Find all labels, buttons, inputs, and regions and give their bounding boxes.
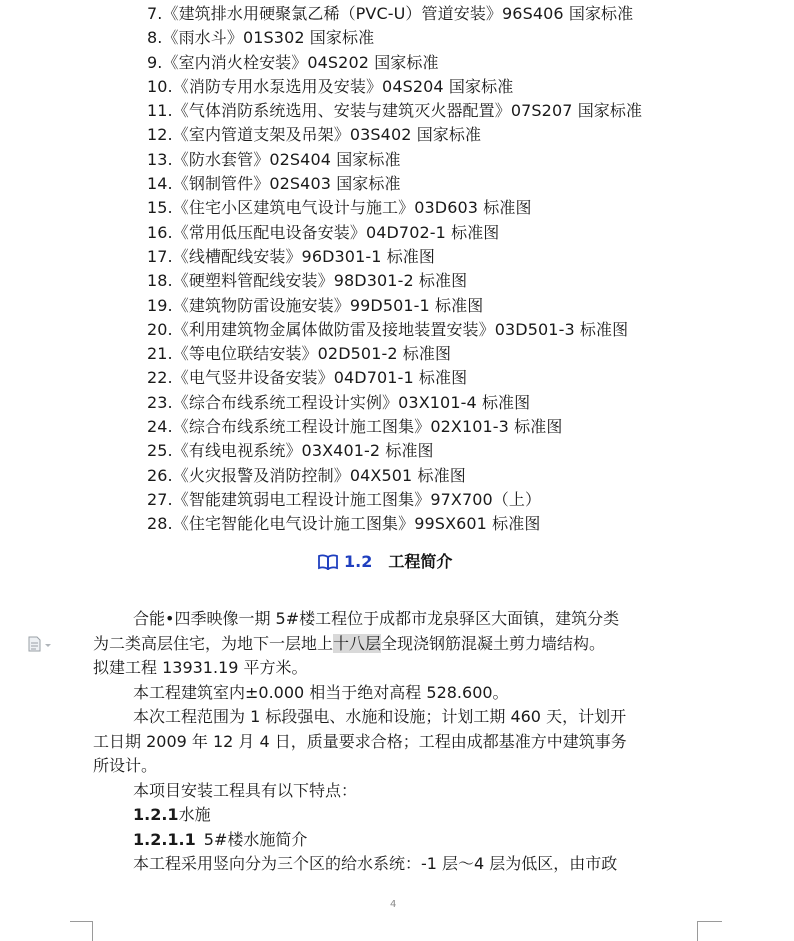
reference-item	[147, 221, 642, 245]
reference-item	[147, 318, 642, 342]
reference-item	[147, 294, 642, 318]
subheading-1-2-1-1	[93, 828, 705, 853]
page-number: 4	[390, 899, 397, 910]
reference-number: 18.	[147, 271, 173, 291]
reference-text: 《火灾报警及消防控制》04X501 标准图	[172, 465, 466, 485]
reference-list	[147, 2, 642, 537]
paragraph-line: 本项目安装工程具有以下特点：	[133, 780, 358, 800]
reference-number: 24.	[147, 417, 173, 437]
reference-number: 20.	[147, 319, 173, 339]
book-icon	[318, 552, 338, 578]
reference-text: 《常用低压配电设备安装》04D702-1 标准图	[172, 222, 500, 242]
document-icon	[26, 635, 60, 653]
reference-item	[147, 172, 642, 196]
subheading-title: 5#楼水施简介	[203, 829, 308, 849]
reference-number: 26.	[147, 465, 173, 485]
reference-text: 《建筑物防雷设施安装》99D501-1 标准图	[172, 295, 484, 315]
reference-item	[147, 123, 642, 147]
reference-number: 7.	[147, 4, 163, 23]
project-overview	[93, 607, 705, 877]
reference-text: 《有线电视系统》03X401-2 标准图	[172, 441, 434, 461]
reference-item	[147, 26, 642, 50]
reference-number: 15.	[147, 198, 173, 218]
section-number: 1.2	[344, 552, 373, 571]
paragraph-line	[93, 632, 705, 657]
reference-number: 10.	[147, 76, 173, 96]
reference-text: 《利用建筑物金属体做防雷及接地装置安装》03D501-3 标准图	[172, 319, 629, 339]
reference-text: 《消防专用水泵选用及安装》04S204 国家标准	[172, 76, 514, 96]
reference-item	[147, 75, 642, 99]
reference-text: 《硬塑料管配线安装》98D301-2 标准图	[172, 271, 468, 291]
subheading-number: 1.2.1	[133, 805, 179, 824]
reference-text: 《住宅智能化电气设计施工图集》99SX601 标准图	[172, 514, 541, 534]
paragraph-line: 所设计。	[93, 756, 158, 775]
reference-number: 19.	[147, 295, 173, 315]
reference-number: 27.	[147, 489, 173, 509]
subheading-1-2-1	[93, 803, 705, 828]
reference-item	[147, 269, 642, 293]
reference-item	[147, 391, 642, 415]
paragraph-line: 工日期 2009 年 12 月 4 日，质量要求合格；工程由成都基准方中建筑事务	[93, 731, 627, 751]
paragraph-line: 拟建工程 13931.19 平方米。	[93, 658, 308, 677]
reference-text: 《钢制管件》02S403 国家标准	[172, 174, 401, 194]
reference-number: 8.	[147, 28, 163, 48]
subheading-title: 水施	[178, 805, 211, 824]
selected-text[interactable]: 十八层	[333, 633, 382, 653]
paragraph-line: 合能•四季映像一期 5#楼工程位于成都市龙泉驿区大面镇，建筑分类	[133, 609, 620, 628]
reference-number: 13.	[147, 149, 173, 169]
reference-item	[147, 512, 642, 536]
reference-item	[147, 51, 642, 75]
reference-number: 22.	[147, 368, 173, 388]
reference-item	[147, 415, 642, 439]
reference-text: 《等电位联结安装》02D501-2 标准图	[172, 344, 452, 364]
paragraph-line: 本工程建筑室内±0.000 相当于绝对高程 528.600。	[133, 682, 509, 702]
reference-text: 《防水套管》02S404 国家标准	[172, 149, 401, 169]
reference-number: 11.	[147, 101, 173, 121]
reference-text: 《综合布线系统工程设计施工图集》02X101-3 标准图	[172, 417, 563, 437]
reference-text: 《雨水斗》01S302 国家标准	[162, 28, 375, 48]
reference-item	[147, 2, 642, 26]
reference-text: 《室内管道支架及吊架》03S402 国家标准	[172, 125, 482, 145]
reference-text: 《室内消火栓安装》04S202 国家标准	[162, 52, 439, 72]
reference-item	[147, 439, 642, 463]
section-heading[interactable]	[318, 549, 452, 575]
reference-item	[147, 342, 642, 366]
reference-text: 《电气竖井设备安装》04D701-1 标准图	[172, 368, 468, 388]
paragraph-line: 本工程采用竖向分为三个区的给水系统：-1 层～4 层为低区，由市政	[133, 854, 618, 873]
paragraph-line: 本次工程范围为 1 标段强电、水施和设施；计划工期 460 天，计划开	[133, 707, 627, 726]
reference-number: 17.	[147, 246, 173, 266]
reference-number: 21.	[147, 344, 173, 364]
text-run: 为二类高层住宅，为地下一层地上	[93, 633, 334, 653]
reference-text: 《综合布线系统工程设计实例》03X101-4 标准图	[172, 392, 531, 412]
reference-item	[147, 99, 642, 123]
reference-text: 《智能建筑弱电工程设计施工图集》97X700（上）	[172, 489, 542, 509]
reference-item	[147, 488, 642, 512]
reference-text: 《住宅小区建筑电气设计与施工》03D603 标准图	[172, 198, 532, 218]
reference-number: 23.	[147, 392, 173, 412]
reference-number: 12.	[147, 125, 173, 145]
reference-item	[147, 245, 642, 269]
subheading-number: 1.2.1.1	[133, 829, 196, 849]
crop-mark-left	[70, 921, 93, 941]
reference-item	[147, 464, 642, 488]
reference-number: 14.	[147, 174, 173, 194]
reference-number: 28.	[147, 514, 173, 534]
section-title: 工程简介	[388, 552, 453, 571]
paragraph-menu[interactable]	[26, 635, 60, 653]
crop-mark-right	[697, 921, 722, 941]
reference-item	[147, 366, 642, 390]
reference-text: 《气体消防系统选用、安装与建筑灭火器配置》07S207 国家标准	[172, 101, 643, 121]
reference-number: 25.	[147, 441, 173, 461]
reference-number: 16.	[147, 222, 173, 242]
reference-item	[147, 148, 642, 172]
reference-text: 《建筑排水用硬聚氯乙稀（PVC-U）管道安装》96S406 国家标准	[162, 4, 634, 23]
reference-text: 《线槽配线安装》96D301-1 标准图	[172, 246, 436, 266]
text-run: 全现浇钢筋混凝土剪力墙结构。	[381, 633, 606, 653]
reference-item	[147, 196, 642, 220]
reference-number: 9.	[147, 52, 163, 72]
